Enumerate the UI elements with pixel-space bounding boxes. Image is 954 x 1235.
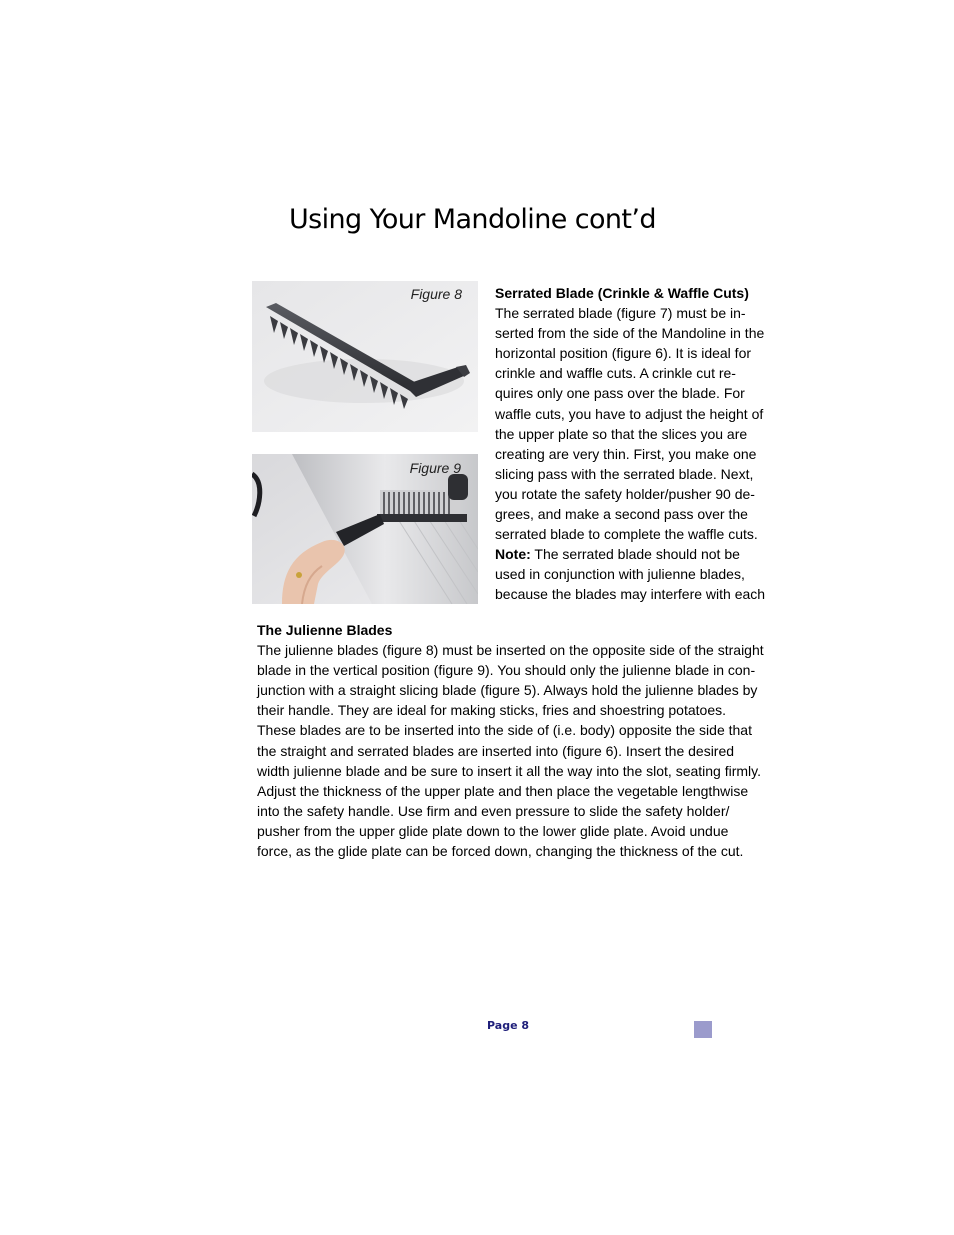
serrated-line: horizontal position (figure 6). It is ideal for xyxy=(495,345,752,362)
serrated-line: serted from the side of the Mandoline in the xyxy=(495,325,765,342)
serrated-line: the upper plate so that the slices you are xyxy=(495,425,748,442)
serrated-line: serrated blade to complete the waffle cuts. xyxy=(495,526,758,543)
julienne-heading: The Julienne Blades xyxy=(257,622,393,638)
serrated-blade-section xyxy=(495,283,785,605)
serrated-line: grees, and make a second pass over the xyxy=(495,506,748,523)
serrated-line: quires only one pass over the blade. For xyxy=(495,385,745,402)
note-line: used in conjunction with julienne blades, xyxy=(495,566,745,583)
serrated-line: slicing pass with the serrated blade. Next, xyxy=(495,465,754,482)
serrated-line: you rotate the safety holder/pusher 90 de- xyxy=(495,485,755,502)
figure-9-caption: Figure 9 xyxy=(409,460,461,476)
julienne-line: width julienne blade and be sure to insert it all the way into the slot, seating firmly. xyxy=(257,762,762,779)
julienne-line: into the safety handle. Use firm and even pressure to slide the safety holder/ xyxy=(257,802,730,819)
note-label: Note: xyxy=(495,546,531,563)
julienne-line: Adjust the thickness of the upper plate and then place the vegetable lengthwise xyxy=(257,782,749,799)
julienne-line: pusher from the upper glide plate down to the lower glide plate. Avoid undue xyxy=(257,822,729,839)
julienne-line: blade in the vertical position (figure 9). You should only the julienne blade in con- xyxy=(257,662,756,679)
note-text: The serrated blade should not be xyxy=(530,546,740,563)
julienne-line: junction with a straight slicing blade (figure 5). Always hold the julienne blades by xyxy=(257,682,758,699)
page-title: Using Your Mandoline cont’d xyxy=(289,204,656,235)
note-line xyxy=(495,544,785,564)
page-number: Page 8 xyxy=(487,1019,530,1032)
figure-8-caption: Figure 8 xyxy=(410,286,462,302)
serrated-line: crinkle and waffle cuts. A crinkle cut re- xyxy=(495,365,736,382)
julienne-line: the straight and serrated blades are inserted into (figure 6). Insert the desired xyxy=(257,742,735,759)
serrated-heading: Serrated Blade (Crinkle & Waffle Cuts) xyxy=(495,285,749,301)
julienne-line: These blades are to be inserted into the side of (i.e. body) opposite the side that xyxy=(257,722,752,739)
figure-8 xyxy=(252,281,478,432)
figure-9 xyxy=(252,454,478,604)
serrated-line: The serrated blade (figure 7) must be in- xyxy=(495,305,746,322)
julienne-blade-photo xyxy=(252,281,478,432)
note-line: because the blades may interfere with each xyxy=(495,586,766,603)
julienne-line: force, as the glide plate can be forced down, changing the thickness of the cut. xyxy=(257,843,744,860)
corner-square-decoration xyxy=(694,1021,712,1038)
julienne-blades-section xyxy=(257,620,787,861)
serrated-line: waffle cuts, you have to adjust the height of xyxy=(495,405,764,422)
julienne-line: their handle. They are ideal for making sticks, fries and shoestring potatoes. xyxy=(257,702,726,719)
serrated-line: creating are very thin. First, you make one xyxy=(495,445,757,462)
mandoline-insertion-photo xyxy=(252,454,478,604)
julienne-line: The julienne blades (figure 8) must be inserted on the opposite side of the straight xyxy=(257,642,764,659)
